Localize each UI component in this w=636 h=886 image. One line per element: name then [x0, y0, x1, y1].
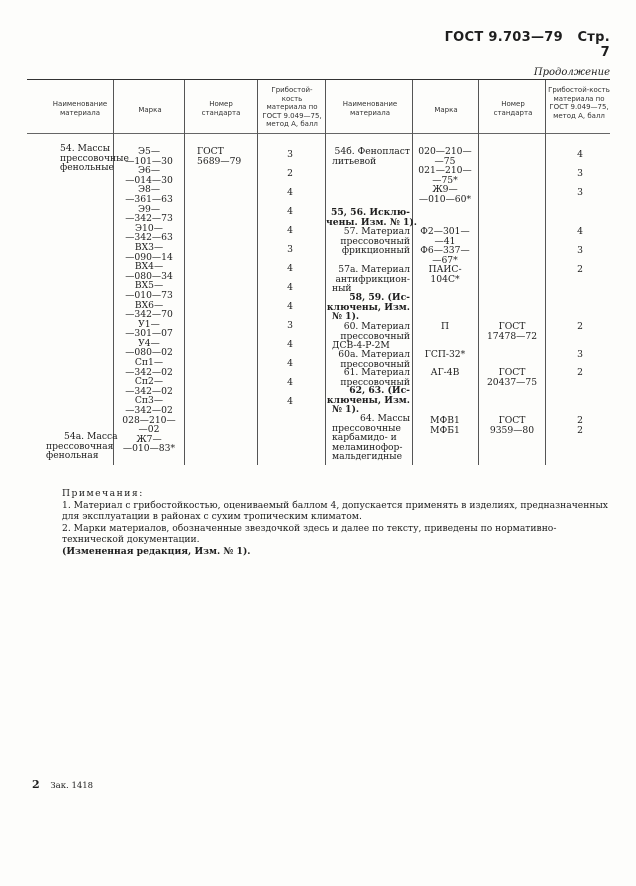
right-name-60: 60. Материал прессовочный ДСВ-4-Р-2М	[332, 321, 410, 352]
notes-title: Примечания:	[62, 488, 144, 499]
page-number: Стр. 7	[577, 30, 610, 60]
gost-number: ГОСТ 9.703—79	[444, 30, 563, 45]
page-footer	[32, 778, 93, 791]
right-name-54b: 54б. Фенопласт литьевой	[332, 146, 410, 167]
table-top-rule	[27, 79, 610, 80]
right-name-57a: 57а. Материал антифрикцион- ный	[332, 264, 410, 295]
footer-page: 2	[32, 778, 40, 791]
left-name-54: 54. Массы прессовочные фенольные	[60, 143, 129, 174]
right-marks-57a: ПАИС- 104С*	[428, 264, 462, 285]
left-marks: Э5— —101—30 Э6— —014—30 Э8— —361—63 Э9— —342—73 Э10— —342—63 ВХ3— —090—14 ВХ4— —080—34 ВХ5— —010—73 ВХ6— —342—70 У1— —301—07 У4— —080—02 Сп1— —342—02 Сп2— —342—02 Сп3— —342—02 028—210— —02 Ж7— —010—83*	[122, 146, 176, 455]
right-mark-60a: ГСП-32*	[424, 349, 466, 360]
col-divider	[257, 80, 258, 465]
th-name-left: Наименование материала	[52, 100, 108, 117]
col-divider	[184, 80, 185, 465]
note-1: 1. Материал с грибостойкостью, оцениваемый баллом 4, допускается применять в изделиях, предназначенных для эксплуатации в районах с сухим тропическим климатом.	[62, 499, 608, 523]
col-divider	[478, 80, 479, 465]
right-name-58-59: 58, 59. (Ис- ключены, Изм. № 1).	[326, 292, 410, 323]
right-name-57: 57. Материал прессовочный фрикционный	[340, 226, 410, 257]
right-marks-57: Ф2—301— —41 Ф6—337— —67*	[420, 226, 470, 266]
right-std-60: ГОСТ 17478—72	[486, 321, 538, 342]
left-std: ГОСТ 5689—79	[197, 146, 242, 167]
th-name-right: Наименование материала	[342, 100, 398, 117]
notes-section	[62, 488, 610, 558]
page-header	[440, 30, 610, 60]
note-amendment: (Измененная редакция, Изм. № 1).	[62, 545, 251, 557]
th-std-right: Номер стандарта	[493, 100, 533, 117]
right-marks-64: МФВ1 МФБ1	[430, 415, 460, 436]
th-score-right: Грибостой-кость материала по ГОСТ 9.049—75, метод А, балл	[548, 86, 610, 120]
col-divider	[545, 80, 546, 465]
right-name-61: 61. Материал прессовочный	[340, 367, 410, 388]
continued-label: Продолжение	[533, 67, 610, 78]
note-2: 2. Марки материалов, обозначенные звездочкой здесь и далее по тексту, приведены по нормативно-технической документации.	[62, 522, 557, 546]
left-name-54a: 54а. Масса прессовочная фенольная	[46, 431, 118, 462]
th-std-left: Номер стандарта	[201, 100, 241, 117]
col-divider	[113, 80, 114, 465]
th-score-left: Грибостой-кость материала по ГОСТ 9.049—75, метод А, балл	[262, 86, 322, 128]
th-mark-left: Марка	[138, 106, 162, 114]
th-mark-right: Марка	[434, 106, 458, 114]
right-name-55-56: 55, 56. Исклю- чены. Изм. № 1).	[326, 207, 417, 228]
footer-order: Зак. 1418	[50, 781, 94, 791]
table-header-rule	[27, 133, 610, 134]
right-name-62-63: 62, 63. (Ис- ключены, Изм. № 1).	[326, 385, 410, 416]
right-std-64: ГОСТ 9359—80	[489, 415, 535, 436]
right-mark-61: АГ-4В	[430, 367, 460, 378]
right-name-64: 64. Массы прессовочные карбамидо- и меламинофор- мальдегидные	[332, 413, 410, 463]
right-mark-60: П	[440, 321, 449, 332]
right-std-61: ГОСТ 20437—75	[486, 367, 538, 388]
right-name-60a: 60а. Материал прессовочный	[338, 349, 410, 370]
right-marks-54b: 020—210— —75 021—210— —75* Ж9— —010—60*	[418, 146, 472, 205]
